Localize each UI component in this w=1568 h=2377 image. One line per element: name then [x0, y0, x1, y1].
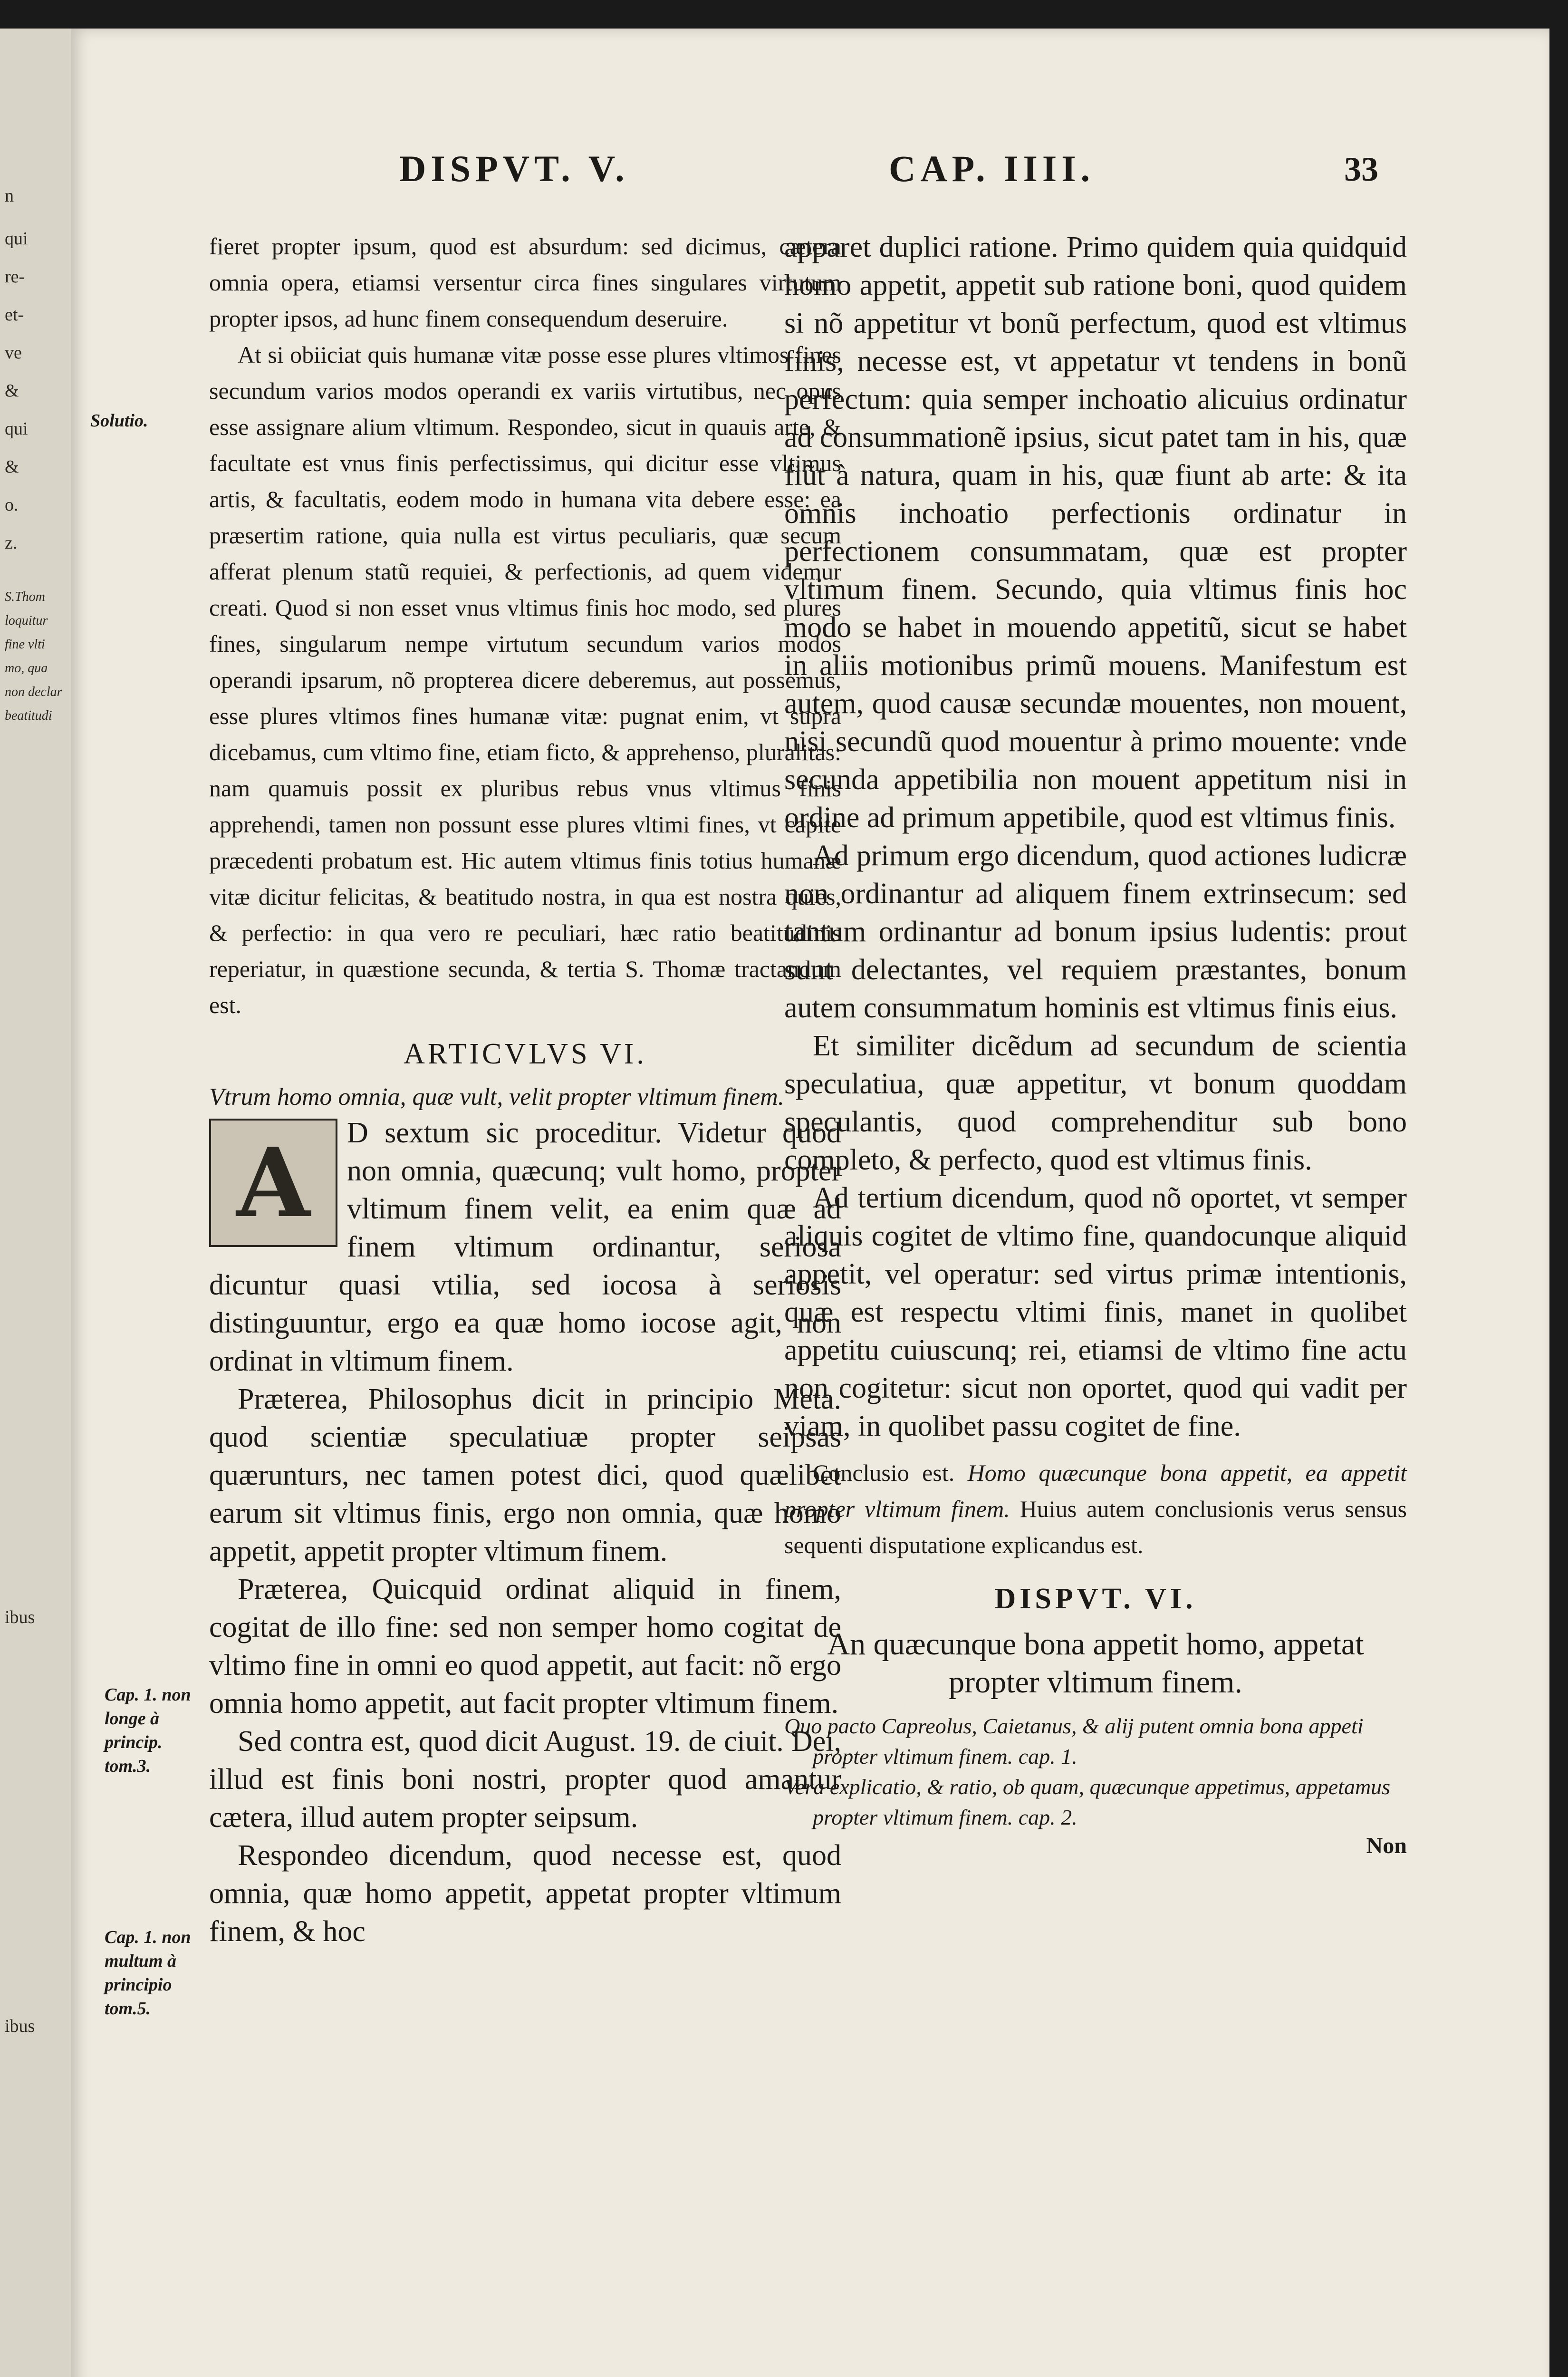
facing-page-fragment: qui — [5, 419, 28, 439]
facing-page-fragment: et- — [5, 305, 24, 325]
right-column — [784, 228, 1407, 1859]
paragraph: fieret propter ipsum, quod est absurdum: sed dicimus, cætera omnia opera, etiamsi versentur circa fines singulares virtutum propter ipsos, ad hunc finem consequendum deseruire. — [209, 233, 841, 332]
facing-page-fragment: & — [5, 381, 19, 401]
conclusion-paragraph — [784, 1455, 1407, 1563]
page-number: 33 — [1344, 150, 1378, 188]
paragraph: Præterea, Quicquid ordinat aliquid in finem, cogitat de illo fine: sed non semper homo cogitat de vltimo fine in omni eo quod appetit, aut facit: nõ ergo omnia homo appetit, aut facit propter vltimum finem. — [209, 1573, 841, 1720]
article-body — [209, 1114, 841, 1380]
conclusion-statement: Homo quæcunque bona appetit, ea appetit propter vltimum finem. — [784, 1459, 1407, 1522]
catchword: Non — [1366, 1833, 1407, 1858]
facing-page-fragment: z. — [5, 533, 18, 553]
conclusion-lead: Conclusio est. — [813, 1459, 955, 1486]
paragraph: D sextum sic proceditur. Videtur quod non omnia, quæcunq; vult homo, propter vltimum finem velit, ea enim quæ ad finem vltimum ordinantur, seriosa dicuntur quasi vtilia, sed iocosa à seriosis distinguuntur, ergo ea quæ homo iocose agit, non ordinat in vltimum finem. — [209, 1117, 841, 1377]
margin-note-reference: Cap. 1. non multum à principio tom.5. — [105, 1927, 191, 2019]
facing-page-note: non declar — [5, 685, 62, 699]
facing-page-fragment: n — [5, 186, 14, 206]
chapter-summary: Vera explicatio, & ratio, ob quam, quæcunque appetimus, appetamus propter vltimum finem. cap. 2. — [784, 1775, 1391, 1829]
facing-page-fragment: ve — [5, 343, 22, 363]
facing-page-fragment: o. — [5, 495, 19, 515]
initial-letter: A — [236, 1127, 310, 1239]
disputation-question: An quæcunque bona appetit homo, appetat propter vltimum finem. — [827, 1627, 1364, 1700]
running-head-left: DISPVT. V. — [399, 148, 629, 189]
facing-page-note: mo, qua — [5, 661, 48, 676]
facing-page-note: loquitur — [5, 613, 48, 628]
book-page — [71, 29, 1549, 2377]
chapter-summary: Quo pacto Capreolus, Caietanus, & alij putent omnia bona appeti propter vltimum finem. cap. 1. — [784, 1714, 1364, 1768]
facing-page-note: beatitudi — [5, 708, 52, 723]
paragraph: Præterea, Philosophus dicit in principio Meta. quod scientiæ speculatiuæ propter seipsas quærunturs, nec tamen potest dici, quod quælibet earum sit vltimus finis, ergo non omnia, quæ homo appetit, appetit propter vltimum finem. — [209, 1383, 841, 1567]
paragraph: Et similiter dicẽdum ad secundum de scientia speculatiua, quæ appetitur, vt bonum quoddam speculantis, quod comprehenditur sub bono completo, & perfecto, quod est vltimus finis. — [784, 1030, 1407, 1176]
paragraph: apparet duplici ratione. Primo quidem quia quidquid homo appetit, appetit sub ratione boni, quod quidem si nõ appetitur vt bonũ perfectum, quod est vltimus finis, necesse est, vt appetatur vt tendens in bonũ perfectum: quia semper inchoatio alicuius ordinatur ad consummationẽ ipsius, sicut patet tam in his, quæ fiũt à natura, quam in his, quæ fiunt ab arte: & ita omnis inchoatio perfectionis ordinatur in perfectionem consummatam, quæ est propter vltimum finem. Secundo, quia vltimus finis hoc modo se habet in mouendo appetitũ, sicut se habet in aliis motionibus primũ mouens. Manifestum est autem, quod causæ secundæ mouentes, non mouent, nisi secundũ quod mouentur à primo mouente: vnde secunda appetibilia non mouent appetitum nisi in ordine ad primum appetibile, quod est vltimus finis. — [784, 231, 1407, 834]
facing-page-note: S.Thom — [5, 589, 45, 604]
conclusion-tail: Huius autem conclusionis verus sensus sequenti disputatione explicandus est. — [784, 1496, 1407, 1558]
paragraph: Respondeo dicendum, quod necesse est, quod omnia, quæ homo appetit, appetat propter vltimum finem, & hoc — [209, 1839, 841, 1948]
article-heading: ARTICVLVS VI. — [404, 1038, 647, 1070]
facing-page-fragment: re- — [5, 267, 25, 287]
disputation-heading: DISPVT. VI. — [994, 1583, 1197, 1615]
running-head-right: CAP. IIII. — [889, 148, 1095, 189]
facing-page-note: fine vlti — [5, 637, 45, 652]
facing-page-fragment: ibus — [5, 2016, 35, 2036]
paragraph: Sed contra est, quod dicit August. 19. de ciuit. Dei, illud est finis boni nostri, propter quod amantur cætera, illud autem propter seipsum. — [209, 1725, 841, 1834]
facing-page-fragment: ibus — [5, 1607, 35, 1627]
decorated-initial — [209, 1119, 337, 1247]
paragraph: Ad tertium dicendum, quod nõ oportet, vt semper aliquis cogitet de vltimo fine, quandocunque aliquid appetit, vel operatur: sed virtus primæ intentionis, quæ est respectu vltimi finis, manet in quolibet appetitu cuiuscunq; rei, etiamsi de vltimo fine actu non cogitetur: sicut non oportet, quod qui vadit per viam, in quolibet passu cogitet de fine. — [784, 1182, 1407, 1442]
margin-note-reference: Cap. 1. non longe à princip. tom.3. — [105, 1685, 191, 1776]
left-column — [209, 228, 841, 1951]
facing-page-fragment: qui — [5, 229, 28, 249]
margin-note-solutio: Solutio. — [90, 411, 148, 431]
facing-page-fragment: & — [5, 457, 19, 477]
paragraph: Ad primum ergo dicendum, quod actiones ludicræ non ordinantur ad aliquem finem extrinsecum: sed tantum ordinantur ad bonum ipsius ludentis: prout sunt delectantes, vel requiem præstantes, bonum autem consummatum hominis est vltimus finis eius. — [784, 840, 1407, 1024]
facing-page-edge — [0, 29, 74, 2377]
article-question: Vtrum homo omnia, quæ vult, velit propter vltimum finem. — [209, 1083, 784, 1111]
paragraph: At si obiiciat quis humanæ vitæ posse esse plures vltimos fines secundum varios modos operandi ex variis virtutibus, nec opus esse assignare alium vltimum. Respondeo, sicut in quauis arte, & facultate est vnus finis perfectissimus, qui dicitur esse vltimus artis, & facultatis, eodem modo in humana vita debere esse: ea præsertim ratione, quia nulla est virtus peculiaris, quæ secum afferat plenum statũ requiei, & perfectionis, ad quem videmur creati. Quod si non esset vnus vltimus finis hoc modo, sed plures fines, singularum nempe virtutum secundum varios modos operandi ipsarum, nõ propterea dicere deberemus, aut possemus, esse plures vltimos fines humanæ vitæ: pugnat enim, vt supra dicebamus, cum vltimo fine, etiam ficto, & apprehenso, pluralitas: nam quamuis possit ex pluribus rebus vnus vltimus finis apprehendi, tamen non possunt esse plures vltimi fines, vt capite præcedenti probatum est. Hic autem vltimus finis totius humanæ vitæ dicitur felicitas, & beatitudo nostra, in qua est nostra quies, & perfectio: in qua vero re peculiari, hæc ratio beatitudinis reperiatur, in quæstione secunda, & tertia S. Thomæ tractandum est. — [209, 341, 841, 1018]
